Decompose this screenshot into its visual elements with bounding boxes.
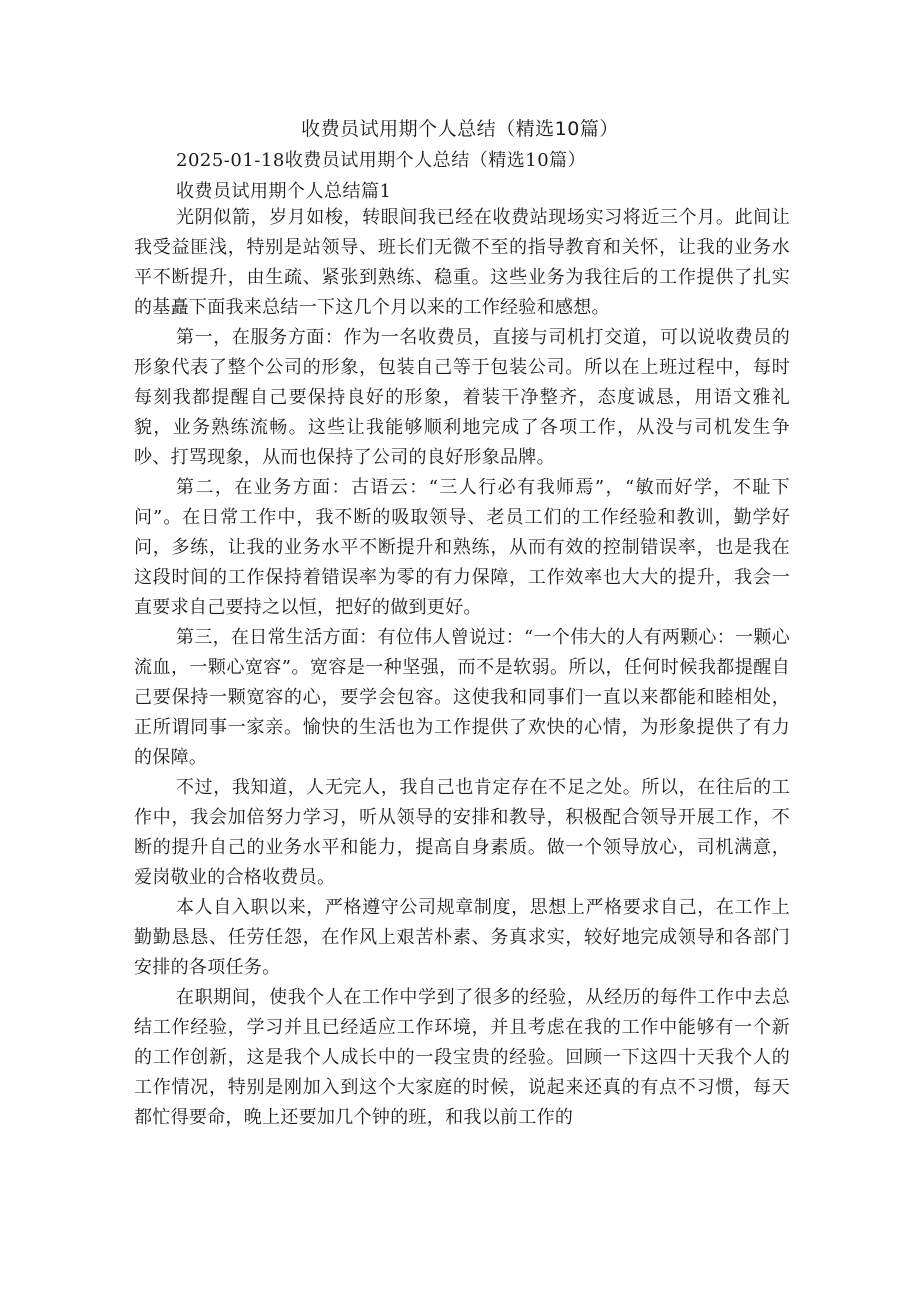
paragraph: 在职期间，使我个人在工作中学到了很多的经验，从经历的每件工作中去总结工作经验，学习并且已经适应工作环境，并且考虑在我的工作中能够有一个新的工作创新，这是我个人成长中的一段宝贵的经验。回顾一下这四十天我个人的工作情况，特别是刚加入到这个大家庭的时候，说起来还真的有点不习惯，每天都忙得要命，晚上还要加几个钟的班，和我以前工作的: [134, 987, 790, 1128]
section-heading: 收费员试用期个人总结篇1: [176, 181, 392, 202]
paragraph: 光阴似箭，岁月如梭，转眼间我已经在收费站现场实习将近三个月。此间让我受益匪浅，特别是站领导、班长们无微不至的指导教育和关怀，让我的业务水平不断提升，由生疏、紧张到熟练、稳重。这些业务为我往后的工作提供了扎实的基矗下面我来总结一下这几个月以来的工作经验和感想。: [134, 207, 790, 318]
paragraph: 不过，我知道，人无完人，我自己也肯定存在不足之处。所以，在往后的工作中，我会加倍努力学习，听从领导的安排和教导，积极配合领导开展工作，不断的提升自己的业务水平和能力，提高自身素质。做一个领导放心，司机满意，爱岗敬业的合格收费员。: [134, 777, 790, 888]
document-title: 收费员试用期个人总结（精选10篇）: [301, 118, 619, 140]
paragraph: 第一，在服务方面：作为一名收费员，直接与司机打交道，可以说收费员的形象代表了整个公司的形象，包装自己等于包装公司。所以在上班过程中，每时每刻我都提醒自己要保持良好的形象，着装干净整齐，态度诚恳，用语文雅礼貌，业务熟练流畅。这些让我能够顺利地完成了各项工作，从没与司机发生争吵、打骂现象，从而也保持了公司的良好形象品牌。: [134, 327, 790, 468]
date-line: 2025-01-18收费员试用期个人总结（精选10篇）: [176, 150, 587, 171]
paragraph: 第二，在业务方面：古语云：“三人行必有我师焉”，“敏而好学，不耻下问”。在日常工作中，我不断的吸取领导、老员工们的工作经验和教训，勤学好问，多练，让我的业务水平不断提升和熟练，从而有效的控制错误率，也是我在这段时间的工作保持着错误率为零的有力保障，工作效率也大大的提升，我会一直要求自己要持之以恒，把好的做到更好。: [134, 477, 790, 618]
paragraph: 第三，在日常生活方面：有位伟人曾说过：“一个伟大的人有两颗心：一颗心流血，一颗心宽容”。宽容是一种坚强，而不是软弱。所以，任何时候我都提醒自己要保持一颗宽容的心，要学会包容。这使我和同事们一直以来都能和睦相处，正所谓同事一家亲。愉快的生活也为工作提供了欢快的心情，为形象提供了有力的保障。: [134, 627, 790, 768]
paragraph: 本人自入职以来，严格遵守公司规章制度，思想上严格要求自己，在工作上勤勤恳恳、任劳任怨，在作风上艰苦朴素、务真求实，较好地完成领导和各部门安排的各项任务。: [134, 897, 790, 978]
body-text: [134, 203, 790, 1133]
